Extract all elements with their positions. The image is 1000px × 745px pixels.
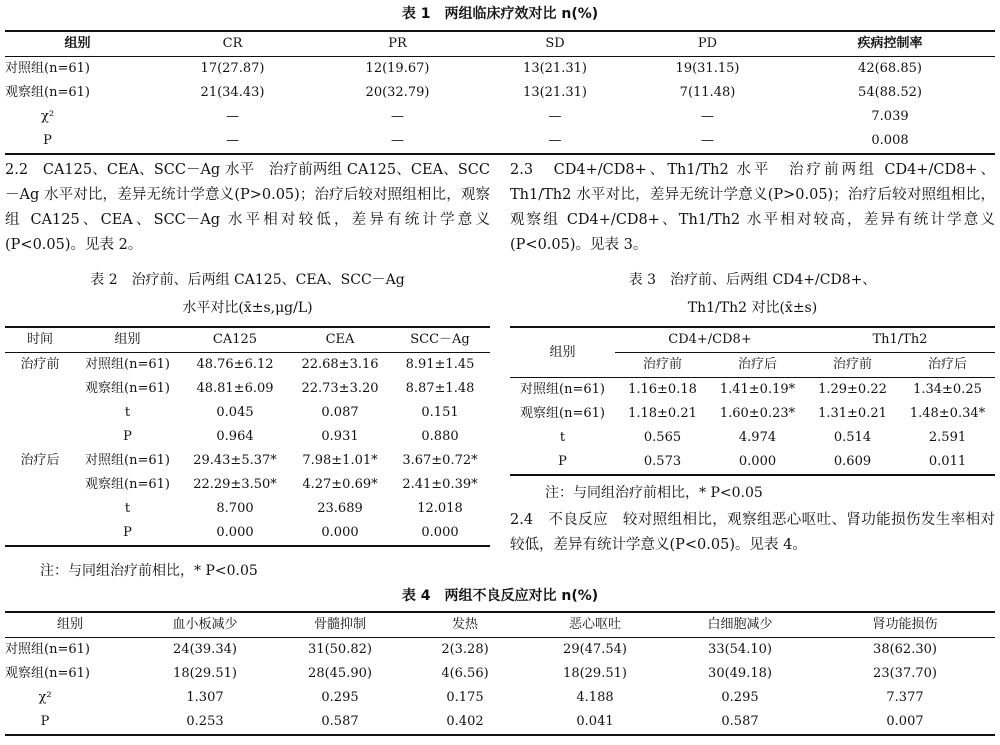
table2 [5, 326, 490, 547]
table-cell: 对照组(n=61) [85, 453, 170, 468]
table-cell: 18(29.51) [173, 666, 237, 681]
table-cell: 0.295 [721, 690, 759, 705]
table-cell: 0.045 [216, 405, 254, 420]
table-cell: 38(62.30) [873, 642, 937, 657]
table-row [5, 81, 995, 105]
table-cell: — [226, 133, 239, 148]
table2-header: 时间 [5, 327, 75, 353]
table-cell: 治疗前 [20, 357, 60, 372]
table-cell: 7(11.48) [679, 85, 736, 100]
table3-col-group: Th1/Th2 [805, 327, 995, 353]
table3 [510, 326, 995, 476]
table-cell: — [226, 109, 239, 124]
table-cell: 23.689 [317, 501, 363, 516]
table-cell: 0.964 [216, 429, 254, 444]
table-cell: — [701, 133, 714, 148]
table-cell: 治疗后 [20, 453, 60, 468]
table-cell: 12(19.67) [365, 61, 430, 76]
table1-header-row [5, 31, 995, 57]
table3-note: 注：与同组治疗前相比，* P<0.05 [545, 485, 763, 501]
table-cell: 对照组(n=61) [520, 382, 605, 397]
table-cell: 0.008 [871, 133, 909, 148]
table-cell: 21(34.43) [200, 85, 265, 100]
table-cell: 0.587 [721, 714, 759, 729]
table-cell: 0.402 [446, 714, 484, 729]
table-cell: P [43, 133, 52, 148]
table-row [5, 425, 490, 449]
table-cell: 0.587 [321, 714, 359, 729]
table-cell [5, 377, 75, 401]
table-cell: — [391, 133, 404, 148]
table2-header-row [5, 327, 490, 353]
table-cell: 1.41±0.19* [719, 382, 796, 397]
table1-header: 组别 [5, 31, 150, 57]
table-cell: 观察组(n=61) [85, 477, 170, 492]
table-cell: — [548, 109, 562, 124]
table-cell: 4.27±0.69* [302, 477, 378, 492]
table-cell: 1.18±0.21 [628, 406, 697, 421]
table-cell: 0.011 [928, 454, 967, 469]
table4-caption: 表 4 两组不良反应对比 n(%) [401, 588, 599, 604]
table2-header: CA125 [180, 327, 290, 353]
table-cell: 3.67±0.72* [402, 453, 478, 468]
table3-sub-header: 治疗前 [805, 353, 900, 378]
table-cell: 23(37.70) [873, 666, 937, 681]
table-cell: 观察组(n=61) [520, 406, 605, 421]
table3-header: 组别 [510, 327, 615, 378]
table-row [5, 638, 995, 663]
table-cell: — [391, 109, 404, 124]
table-cell: 1.31±0.21 [818, 406, 887, 421]
table4-header-row [5, 612, 995, 638]
table-row [510, 402, 995, 426]
table-cell: 7.377 [886, 690, 924, 705]
table-row [5, 449, 490, 473]
table-cell: 0.000 [216, 525, 254, 540]
table-cell: 观察组(n=61) [85, 381, 170, 396]
table-row [5, 521, 490, 546]
table-cell: 2.41±0.39* [402, 477, 478, 492]
table1-header: PD [630, 31, 785, 57]
table-cell: 1.16±0.18 [628, 382, 697, 397]
table3-caption-line1: 表 3 治疗前、后两组 CD4+/CD8+、 [628, 272, 877, 288]
table-row [510, 378, 995, 403]
table-cell: 观察组(n=61) [5, 666, 90, 681]
table-row [5, 401, 490, 425]
table4-header: 血小板减少 [135, 612, 275, 638]
table-cell: 对照组(n=61) [5, 61, 90, 76]
table-cell: 30(49.18) [708, 666, 772, 681]
table-cell: 1.307 [186, 690, 224, 705]
table-cell [5, 401, 75, 425]
table-cell: 0.041 [576, 714, 614, 729]
table3-col-group: CD4+/CD8+ [615, 327, 805, 353]
table-row [5, 353, 490, 378]
table3-group-header-row [510, 327, 995, 353]
table4-header: 组别 [5, 612, 135, 638]
table-row [5, 377, 490, 401]
table2-caption-line1: 表 2 治疗前、后两组 CA125、CEA、SCC－Ag [90, 272, 405, 288]
table-cell: 0.175 [446, 690, 484, 705]
table-cell: 13(21.31) [523, 61, 587, 76]
table-cell: 对照组(n=61) [5, 642, 90, 657]
table2-header: CEA [290, 327, 390, 353]
table-cell: P [123, 429, 132, 444]
table4-header: 白细胞减少 [665, 612, 815, 638]
table-cell: 0.000 [738, 454, 777, 469]
table-cell: 20(32.79) [365, 85, 430, 100]
table-cell: 22.68±3.16 [301, 357, 379, 372]
table-cell: 48.81±6.09 [196, 381, 274, 396]
table-cell: 0.151 [421, 405, 459, 420]
table-cell: 0.253 [186, 714, 224, 729]
table-cell: 1.29±0.22 [818, 382, 887, 397]
table-cell: P [40, 714, 50, 729]
table2-header: SCC－Ag [390, 327, 490, 353]
table-cell: t [559, 430, 566, 445]
table-cell: 0.573 [643, 454, 682, 469]
table-row [5, 129, 995, 154]
table-cell: t [124, 405, 131, 420]
table-cell [5, 497, 75, 521]
table-cell: 2.591 [928, 430, 967, 445]
table1-header: PR [315, 31, 480, 57]
table-cell: 29(47.54) [563, 642, 627, 657]
table-cell: 8.91±1.45 [405, 357, 475, 372]
table-row [510, 426, 995, 450]
table-cell: 0.007 [886, 714, 924, 729]
table-cell: χ² [40, 109, 55, 124]
table-cell: 对照组(n=61) [85, 357, 170, 372]
table-cell: 8.700 [216, 501, 254, 516]
table1-caption: 表 1 两组临床疗效对比 n(%) [401, 6, 599, 22]
section-2-3-paragraph: 2.3 CD4+/CD8+、Th1/Th2 水平 治疗前两组 CD4+/CD8+、Th1/Th2 水平对比，差异无统计学意义(P>0.05)；治疗后较对照组相比，观察组 CD4+/CD8+、Th1/Th2 水平相对较高，差异有统计学意义(P<0.05)。见表 3。 [510, 162, 995, 253]
table-cell [5, 473, 75, 497]
table-cell: 54(88.52) [858, 85, 922, 100]
table-cell [5, 521, 75, 546]
table4-header: 骨髓抑制 [275, 612, 405, 638]
table-row [5, 710, 995, 735]
table-cell: 4.974 [738, 430, 777, 445]
table-cell: 7.98±1.01* [302, 453, 378, 468]
table4-header: 肾功能损伤 [815, 612, 995, 638]
table-cell: 4(6.56) [441, 666, 489, 681]
table-cell: — [548, 133, 562, 148]
table3-sub-header: 治疗后 [710, 353, 805, 378]
table-cell: 48.76±6.12 [196, 357, 274, 372]
table-cell: — [701, 109, 714, 124]
table-cell: 0.000 [421, 525, 459, 540]
table-row [5, 662, 995, 686]
section-2-2-paragraph: 2.2 CA125、CEA、SCC－Ag 水平 治疗前两组 CA125、CEA、SCC－Ag 水平对比，差异无统计学意义(P>0.05)；治疗后较对照组相比，观察组 CA125、CEA、SCC－Ag 水平相对较低，差异有统计学意义(P<0.05)。见表 2。 [5, 162, 490, 253]
table-cell: 8.87±1.48 [405, 381, 475, 396]
table-cell: 18(29.51) [563, 666, 627, 681]
table2-header: 组别 [75, 327, 180, 353]
table-row [5, 57, 995, 82]
table-cell: 观察组(n=61) [5, 85, 90, 100]
table-cell: 1.48±0.34* [909, 406, 986, 421]
table-row [510, 450, 995, 475]
table-cell: 33(54.10) [708, 642, 772, 657]
table-cell: 0.295 [321, 690, 359, 705]
table2-caption-line2: 水平对比(x̄±s,μg/L) [182, 300, 313, 316]
table1-header: CR [150, 31, 315, 57]
table-row [5, 497, 490, 521]
table-cell: 13(21.31) [523, 85, 587, 100]
table-cell: 0.931 [321, 429, 359, 444]
table-cell: 0.087 [321, 405, 359, 420]
table4-header: 发热 [405, 612, 525, 638]
table-cell: P [123, 525, 132, 540]
table-cell: 42(68.85) [858, 61, 922, 76]
table-cell: 12.018 [417, 501, 463, 516]
table-cell: 0.514 [833, 430, 872, 445]
table-row [5, 105, 995, 129]
table-cell: 7.039 [871, 109, 909, 124]
section-2-4-paragraph: 2.4 不良反应 较对照组相比，观察组恶心呕吐、肾功能损伤发生率相对较低，差异有统计学意义(P<0.05)。见表 4。 [510, 512, 995, 553]
table-row [5, 686, 995, 710]
table-cell: 22.29±3.50* [193, 477, 277, 492]
table-cell: 0.565 [643, 430, 682, 445]
table3-sub-header: 治疗后 [900, 353, 995, 378]
table-cell: 2(3.28) [441, 642, 489, 657]
table-cell: 0.609 [833, 454, 872, 469]
table-cell: 1.34±0.25 [913, 382, 982, 397]
table-cell: 17(27.87) [200, 61, 265, 76]
table-cell: 1.60±0.23* [719, 406, 796, 421]
table1 [5, 30, 995, 155]
table2-note: 注：与同组治疗前相比，* P<0.05 [40, 563, 258, 579]
table3-caption-line2: Th1/Th2 对比(x̄±s) [687, 300, 818, 316]
table-cell: 29.43±5.37* [193, 453, 277, 468]
table-cell: 22.73±3.20 [301, 381, 379, 396]
table-cell: t [124, 501, 131, 516]
table-cell: P [558, 454, 567, 469]
table-cell: 24(39.34) [173, 642, 237, 657]
table3-sub-header: 治疗前 [615, 353, 710, 378]
table-cell: 31(50.82) [308, 642, 372, 657]
table1-header: 疾病控制率 [785, 31, 995, 57]
table-cell: χ² [38, 690, 52, 705]
table-cell: 4.188 [576, 690, 614, 705]
table-cell [5, 425, 75, 449]
table4 [5, 611, 995, 736]
table-cell: 0.000 [321, 525, 359, 540]
table1-header: SD [480, 31, 630, 57]
table-cell: 28(45.90) [308, 666, 372, 681]
table-cell: 0.880 [421, 429, 459, 444]
table-cell: 19(31.15) [675, 61, 740, 76]
table-row [5, 473, 490, 497]
table4-header: 恶心呕吐 [525, 612, 665, 638]
